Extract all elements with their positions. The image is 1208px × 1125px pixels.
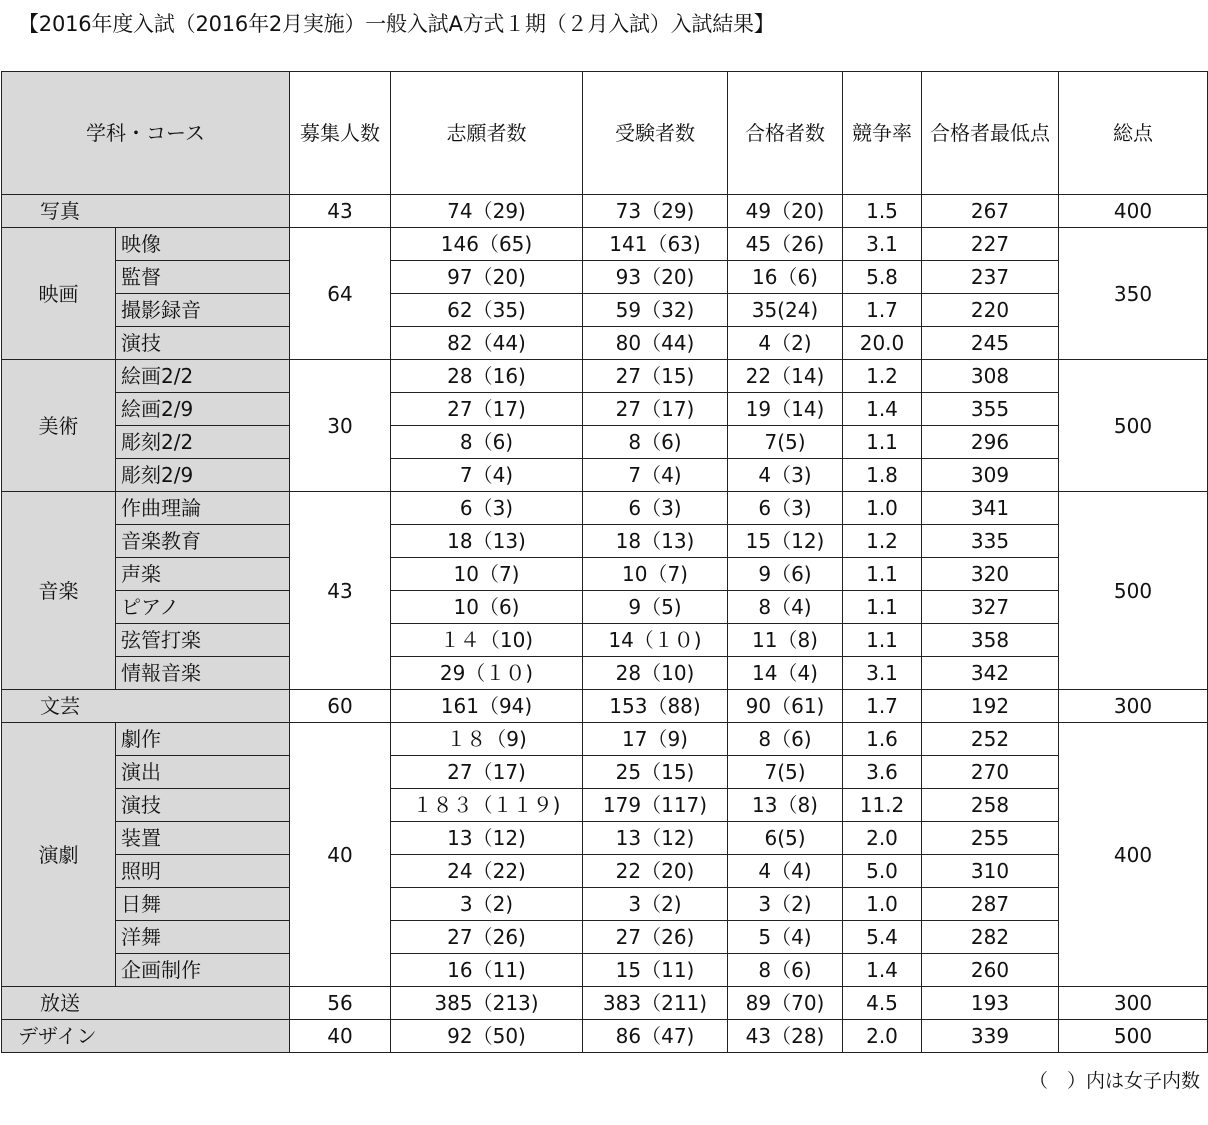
ratio-cell: 1.6 xyxy=(843,723,922,756)
course-name: 声楽 xyxy=(116,558,290,591)
course-name: 照明 xyxy=(116,855,290,888)
applicants-cell: 3（2) xyxy=(391,888,583,921)
applicants-cell: 74（29) xyxy=(391,195,583,228)
examinees-cell: 13（12) xyxy=(583,822,728,855)
examinees-cell: 141（63) xyxy=(583,228,728,261)
table-row xyxy=(2,756,1208,789)
min-score-cell: 358 xyxy=(922,624,1059,657)
course-name: 弦管打楽 xyxy=(116,624,290,657)
min-score-cell: 282 xyxy=(922,921,1059,954)
min-score-cell: 341 xyxy=(922,492,1059,525)
ratio-cell: 1.1 xyxy=(843,591,922,624)
passers-cell: 7(5) xyxy=(728,756,843,789)
ratio-cell: 1.4 xyxy=(843,954,922,987)
passers-cell: 8（4) xyxy=(728,591,843,624)
examinees-cell: 28（10) xyxy=(583,657,728,690)
header-ratio: 競争率 xyxy=(843,72,922,195)
examinees-cell: 86（47) xyxy=(583,1020,728,1053)
table-row xyxy=(2,789,1208,822)
course-name: 企画制作 xyxy=(116,954,290,987)
passers-cell: 14（4) xyxy=(728,657,843,690)
passers-cell: 45（26) xyxy=(728,228,843,261)
ratio-cell: 11.2 xyxy=(843,789,922,822)
ratio-cell: 5.0 xyxy=(843,855,922,888)
course-name: 映像 xyxy=(116,228,290,261)
course-name: 絵画2/2 xyxy=(116,360,290,393)
examinees-cell: 3（2) xyxy=(583,888,728,921)
examinees-cell: 18（13) xyxy=(583,525,728,558)
ratio-cell: 1.1 xyxy=(843,624,922,657)
passers-cell: 8（6) xyxy=(728,723,843,756)
passers-cell: 35(24) xyxy=(728,294,843,327)
table-row xyxy=(2,954,1208,987)
applicants-cell: 92（50) xyxy=(391,1020,583,1053)
table-row xyxy=(2,591,1208,624)
min-score-cell: 193 xyxy=(922,987,1059,1020)
course-name: 音楽教育 xyxy=(116,525,290,558)
applicants-cell: 29（１０) xyxy=(391,657,583,690)
course-name: 劇作 xyxy=(116,723,290,756)
min-score-cell: 220 xyxy=(922,294,1059,327)
examinees-cell: 17（9) xyxy=(583,723,728,756)
examinees-cell: 80（44) xyxy=(583,327,728,360)
course-name: 演技 xyxy=(116,789,290,822)
department-name: 美術 xyxy=(2,360,116,492)
examinees-cell: 15（11) xyxy=(583,954,728,987)
min-score-cell: 255 xyxy=(922,822,1059,855)
applicants-cell: 27（17) xyxy=(391,393,583,426)
min-score-cell: 309 xyxy=(922,459,1059,492)
min-score-cell: 252 xyxy=(922,723,1059,756)
passers-cell: 6(5) xyxy=(728,822,843,855)
course-name: 日舞 xyxy=(116,888,290,921)
ratio-cell: 1.2 xyxy=(843,360,922,393)
table-row xyxy=(2,558,1208,591)
header-capacity: 募集人数 xyxy=(290,72,391,195)
capacity-cell: 40 xyxy=(290,723,391,987)
passers-cell: 4（3) xyxy=(728,459,843,492)
passers-cell: 5（4) xyxy=(728,921,843,954)
applicants-cell: 13（12) xyxy=(391,822,583,855)
results-table xyxy=(1,71,1208,1053)
examinees-cell: 7（4) xyxy=(583,459,728,492)
table-row xyxy=(2,228,1208,261)
capacity-cell: 56 xyxy=(290,987,391,1020)
examinees-cell: 6（3) xyxy=(583,492,728,525)
table-row xyxy=(2,261,1208,294)
capacity-cell: 64 xyxy=(290,228,391,360)
department-name: デザイン xyxy=(2,1020,290,1053)
ratio-cell: 1.2 xyxy=(843,525,922,558)
passers-cell: 11（8) xyxy=(728,624,843,657)
course-name: 監督 xyxy=(116,261,290,294)
applicants-cell: 6（3) xyxy=(391,492,583,525)
passers-cell: 4（2) xyxy=(728,327,843,360)
total-score-cell: 500 xyxy=(1059,492,1208,690)
applicants-cell: １４（10) xyxy=(391,624,583,657)
course-name: 演技 xyxy=(116,327,290,360)
min-score-cell: 245 xyxy=(922,327,1059,360)
ratio-cell: 3.1 xyxy=(843,228,922,261)
page-title: 【2016年度入試（2016年2月実施）一般入試A方式１期（２月入試）入試結果】 xyxy=(18,12,775,36)
examinees-cell: 8（6) xyxy=(583,426,728,459)
ratio-cell: 1.5 xyxy=(843,195,922,228)
course-name: ピアノ xyxy=(116,591,290,624)
passers-cell: 13（8) xyxy=(728,789,843,822)
applicants-cell: 16（11) xyxy=(391,954,583,987)
table-row xyxy=(2,624,1208,657)
passers-cell: 43（28) xyxy=(728,1020,843,1053)
table-row xyxy=(2,195,1208,228)
table-row xyxy=(2,888,1208,921)
examinees-cell: 93（20) xyxy=(583,261,728,294)
examinees-cell: 153（88) xyxy=(583,690,728,723)
footnote: （ ）内は女子内数 xyxy=(1028,1070,1200,1092)
passers-cell: 6（3) xyxy=(728,492,843,525)
table-row xyxy=(2,525,1208,558)
min-score-cell: 308 xyxy=(922,360,1059,393)
header-department: 学科・コース xyxy=(2,72,290,195)
passers-cell: 7(5) xyxy=(728,426,843,459)
examinees-cell: 27（26) xyxy=(583,921,728,954)
ratio-cell: 1.1 xyxy=(843,558,922,591)
header-examinees: 受験者数 xyxy=(583,72,728,195)
applicants-cell: １８（9) xyxy=(391,723,583,756)
ratio-cell: 5.4 xyxy=(843,921,922,954)
min-score-cell: 287 xyxy=(922,888,1059,921)
course-name: 彫刻2/2 xyxy=(116,426,290,459)
applicants-cell: 97（20) xyxy=(391,261,583,294)
table-row xyxy=(2,657,1208,690)
applicants-cell: 28（16) xyxy=(391,360,583,393)
ratio-cell: 1.8 xyxy=(843,459,922,492)
table-row xyxy=(2,855,1208,888)
capacity-cell: 40 xyxy=(290,1020,391,1053)
min-score-cell: 320 xyxy=(922,558,1059,591)
table-row xyxy=(2,723,1208,756)
table-row xyxy=(2,426,1208,459)
applicants-cell: 82（44) xyxy=(391,327,583,360)
total-score-cell: 350 xyxy=(1059,228,1208,360)
department-name: 音楽 xyxy=(2,492,116,690)
applicants-cell: 10（6) xyxy=(391,591,583,624)
min-score-cell: 296 xyxy=(922,426,1059,459)
total-score-cell: 500 xyxy=(1059,360,1208,492)
capacity-cell: 43 xyxy=(290,492,391,690)
ratio-cell: 1.4 xyxy=(843,393,922,426)
applicants-cell: 10（7) xyxy=(391,558,583,591)
course-name: 演出 xyxy=(116,756,290,789)
table-row xyxy=(2,294,1208,327)
examinees-cell: 22（20) xyxy=(583,855,728,888)
table-row xyxy=(2,393,1208,426)
min-score-cell: 342 xyxy=(922,657,1059,690)
department-name: 放送 xyxy=(2,987,290,1020)
passers-cell: 15（12) xyxy=(728,525,843,558)
header-applicants: 志願者数 xyxy=(391,72,583,195)
table-row xyxy=(2,459,1208,492)
department-name: 文芸 xyxy=(2,690,290,723)
examinees-cell: 59（32) xyxy=(583,294,728,327)
ratio-cell: 1.0 xyxy=(843,492,922,525)
applicants-cell: 385（213) xyxy=(391,987,583,1020)
min-score-cell: 355 xyxy=(922,393,1059,426)
applicants-cell: 146（65) xyxy=(391,228,583,261)
course-name: 彫刻2/9 xyxy=(116,459,290,492)
applicants-cell: 18（13) xyxy=(391,525,583,558)
min-score-cell: 270 xyxy=(922,756,1059,789)
header-row xyxy=(2,72,1208,195)
total-score-cell: 400 xyxy=(1059,195,1208,228)
header-total-score: 総点 xyxy=(1059,72,1208,195)
ratio-cell: 1.1 xyxy=(843,426,922,459)
passers-cell: 4（4) xyxy=(728,855,843,888)
department-name: 写真 xyxy=(2,195,290,228)
course-name: 洋舞 xyxy=(116,921,290,954)
course-name: 絵画2/9 xyxy=(116,393,290,426)
examinees-cell: 14（１０) xyxy=(583,624,728,657)
passers-cell: 89（70) xyxy=(728,987,843,1020)
examinees-cell: 10（7) xyxy=(583,558,728,591)
passers-cell: 22（14) xyxy=(728,360,843,393)
capacity-cell: 43 xyxy=(290,195,391,228)
applicants-cell: 161（94) xyxy=(391,690,583,723)
capacity-cell: 30 xyxy=(290,360,391,492)
min-score-cell: 237 xyxy=(922,261,1059,294)
passers-cell: 16（6) xyxy=(728,261,843,294)
department-name: 映画 xyxy=(2,228,116,360)
header-min-score: 合格者最低点 xyxy=(922,72,1059,195)
min-score-cell: 327 xyxy=(922,591,1059,624)
table-row xyxy=(2,327,1208,360)
min-score-cell: 192 xyxy=(922,690,1059,723)
ratio-cell: 1.7 xyxy=(843,690,922,723)
course-name: 装置 xyxy=(116,822,290,855)
table-row xyxy=(2,987,1208,1020)
min-score-cell: 260 xyxy=(922,954,1059,987)
ratio-cell: 2.0 xyxy=(843,1020,922,1053)
min-score-cell: 227 xyxy=(922,228,1059,261)
applicants-cell: 8（6) xyxy=(391,426,583,459)
course-name: 撮影録音 xyxy=(116,294,290,327)
min-score-cell: 258 xyxy=(922,789,1059,822)
examinees-cell: 27（15) xyxy=(583,360,728,393)
examinees-cell: 25（15) xyxy=(583,756,728,789)
passers-cell: 90（61) xyxy=(728,690,843,723)
total-score-cell: 500 xyxy=(1059,1020,1208,1053)
course-name: 作曲理論 xyxy=(116,492,290,525)
table-row xyxy=(2,690,1208,723)
total-score-cell: 400 xyxy=(1059,723,1208,987)
header-passers: 合格者数 xyxy=(728,72,843,195)
applicants-cell: 62（35) xyxy=(391,294,583,327)
applicants-cell: 27（17) xyxy=(391,756,583,789)
capacity-cell: 60 xyxy=(290,690,391,723)
table-row xyxy=(2,1020,1208,1053)
ratio-cell: 4.5 xyxy=(843,987,922,1020)
passers-cell: 8（6) xyxy=(728,954,843,987)
examinees-cell: 179（117) xyxy=(583,789,728,822)
passers-cell: 19（14) xyxy=(728,393,843,426)
applicants-cell: 7（4) xyxy=(391,459,583,492)
course-name: 情報音楽 xyxy=(116,657,290,690)
table-row xyxy=(2,360,1208,393)
applicants-cell: 27（26) xyxy=(391,921,583,954)
min-score-cell: 339 xyxy=(922,1020,1059,1053)
examinees-cell: 27（17) xyxy=(583,393,728,426)
ratio-cell: 2.0 xyxy=(843,822,922,855)
examinees-cell: 9（5) xyxy=(583,591,728,624)
examinees-cell: 73（29) xyxy=(583,195,728,228)
applicants-cell: 24（22) xyxy=(391,855,583,888)
min-score-cell: 335 xyxy=(922,525,1059,558)
min-score-cell: 310 xyxy=(922,855,1059,888)
applicants-cell: １８３（１１９) xyxy=(391,789,583,822)
examinees-cell: 383（211) xyxy=(583,987,728,1020)
total-score-cell: 300 xyxy=(1059,690,1208,723)
ratio-cell: 5.8 xyxy=(843,261,922,294)
passers-cell: 3（2) xyxy=(728,888,843,921)
total-score-cell: 300 xyxy=(1059,987,1208,1020)
ratio-cell: 3.6 xyxy=(843,756,922,789)
table-row xyxy=(2,822,1208,855)
ratio-cell: 3.1 xyxy=(843,657,922,690)
ratio-cell: 1.0 xyxy=(843,888,922,921)
ratio-cell: 20.0 xyxy=(843,327,922,360)
min-score-cell: 267 xyxy=(922,195,1059,228)
table-row xyxy=(2,921,1208,954)
department-name: 演劇 xyxy=(2,723,116,987)
passers-cell: 9（6) xyxy=(728,558,843,591)
passers-cell: 49（20) xyxy=(728,195,843,228)
ratio-cell: 1.7 xyxy=(843,294,922,327)
table-row xyxy=(2,492,1208,525)
